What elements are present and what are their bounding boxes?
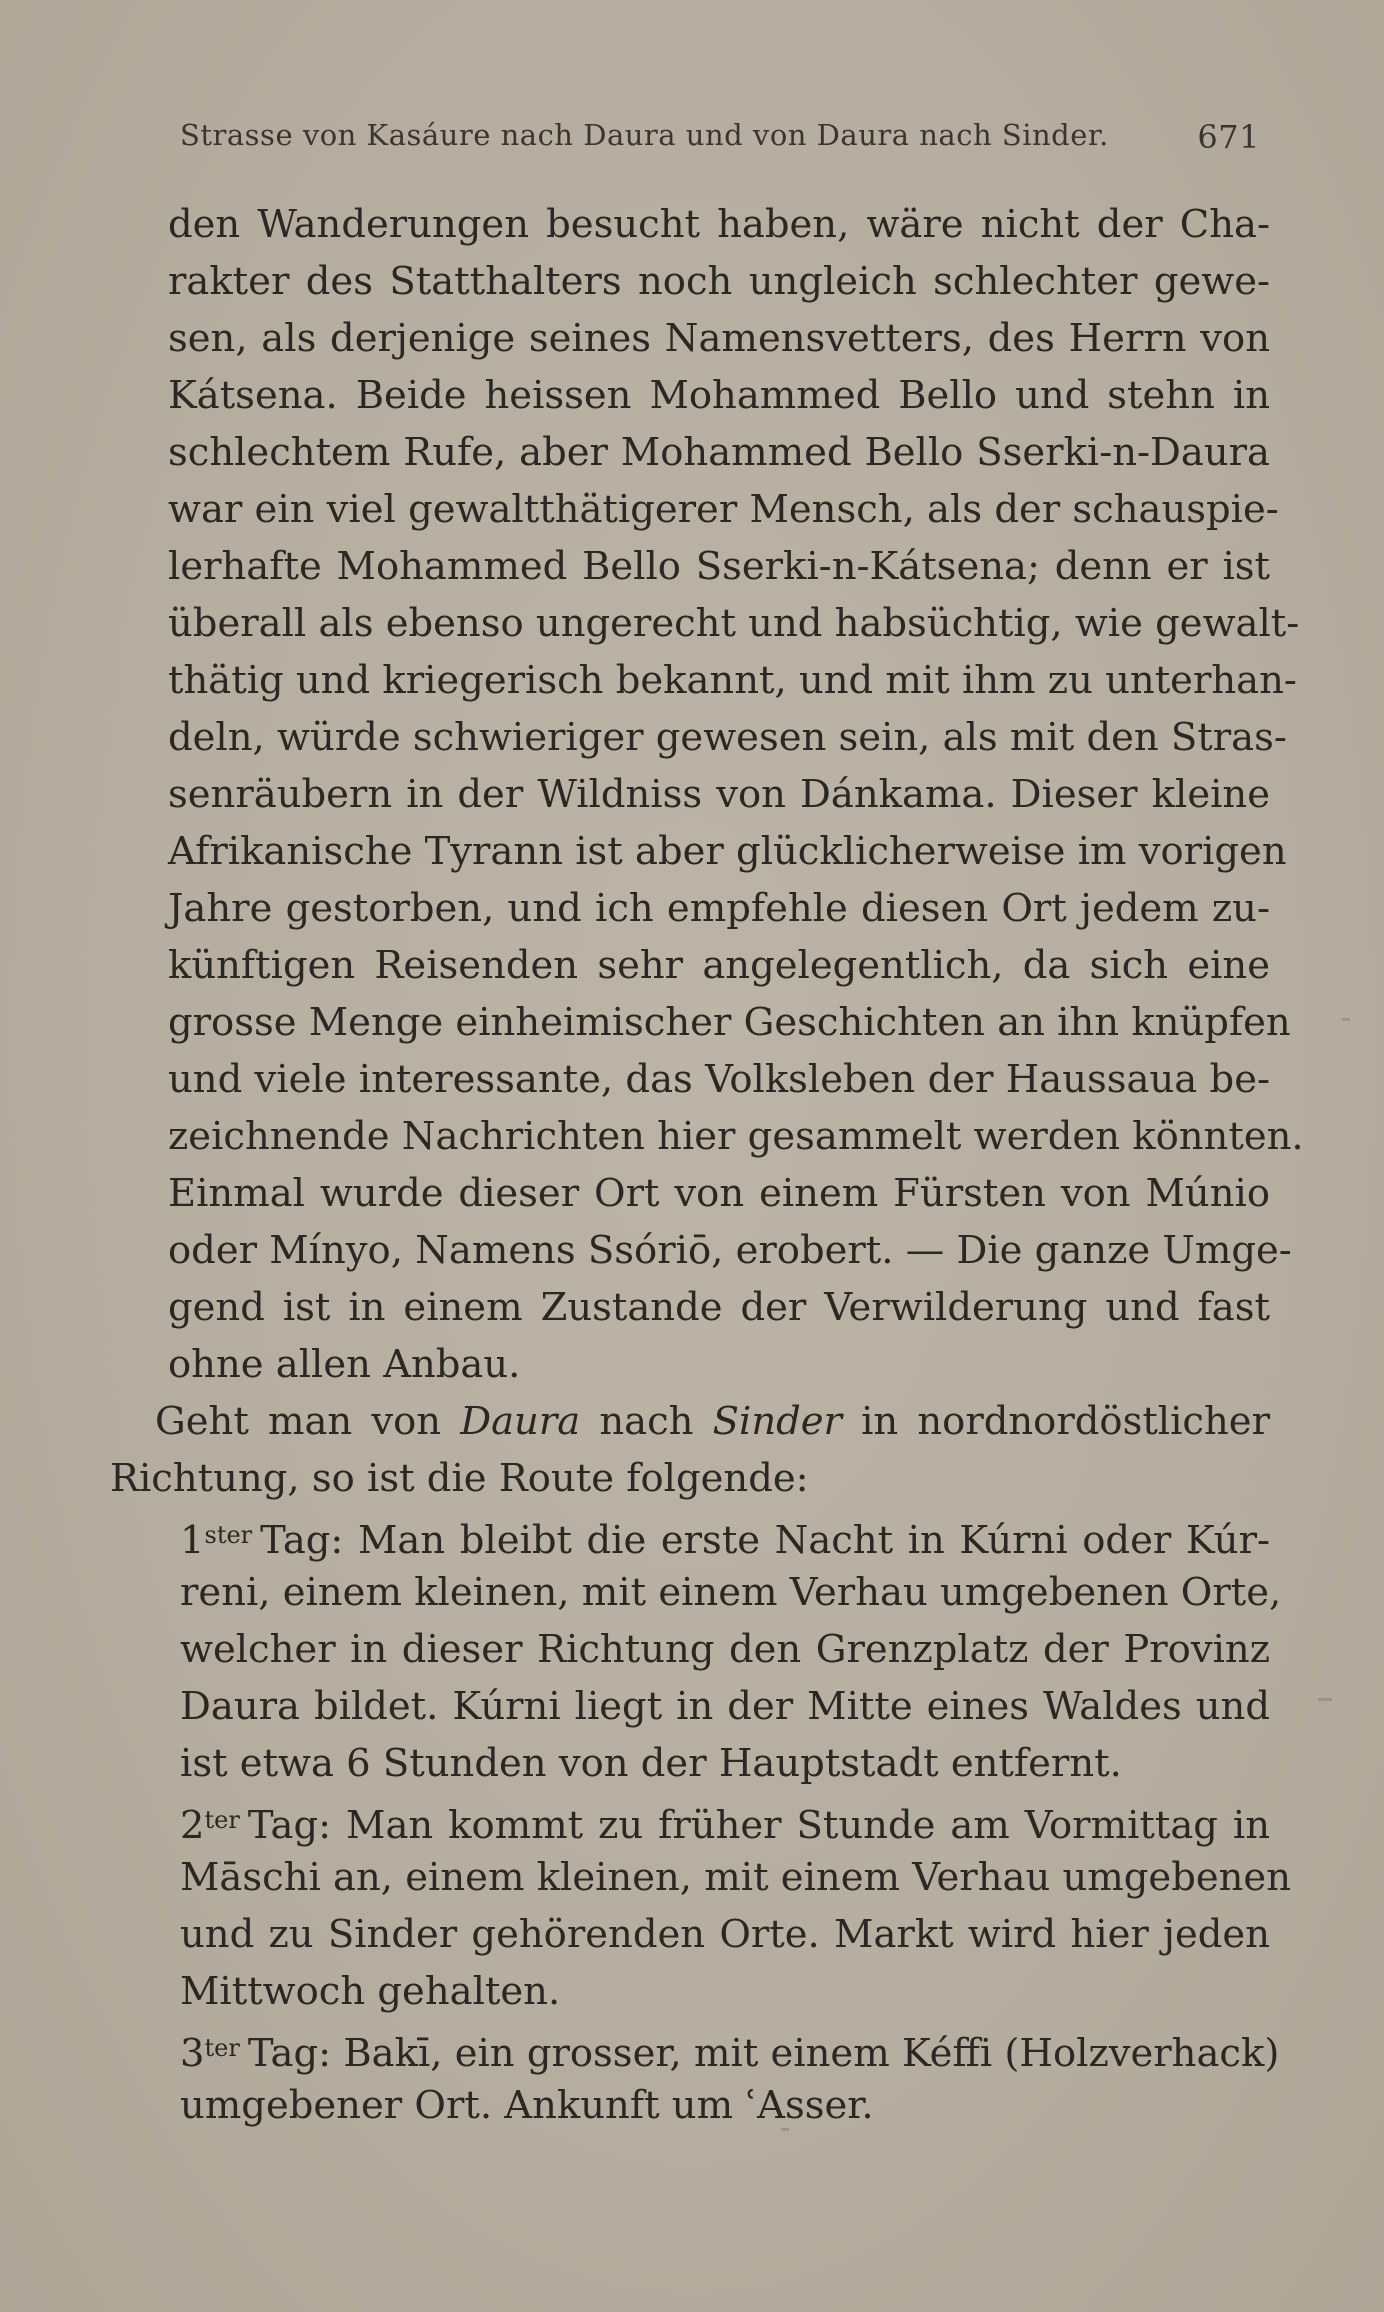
text-run: in nordnordöstlicher — [841, 1399, 1270, 1444]
text-line: reni, einem kleinen, mit einem Verhau umgebenen Orte, — [180, 1570, 1282, 1615]
text-line: Afrikanische Tyrann ist aber glücklicherweise im vorigen — [168, 829, 1287, 874]
route-item-day-3 — [110, 2020, 1280, 2077]
text-run: nach — [580, 1399, 713, 1444]
item-number-digit: 2 — [180, 1803, 205, 1848]
place-name-sinder: Sinder — [712, 1399, 842, 1444]
text-line: welcher in dieser Richtung den Grenzplatz der Provinz — [180, 1627, 1270, 1672]
text-line: rakter des Statthalters noch ungleich schlechter gewe- — [168, 259, 1270, 304]
text-line: oder Mínyo, Namens Ssóriō, erobert. — Die ganze Umge- — [168, 1228, 1292, 1273]
text-line: grosse Menge einheimischer Geschichten an ihn knüpfen — [168, 1000, 1291, 1045]
scan-speck — [781, 2128, 789, 2131]
item-number — [180, 1792, 248, 1854]
scan-speck — [1318, 1698, 1332, 1701]
text-line: senräubern in der Wildniss von Dánkama. Dieser kleine — [168, 772, 1270, 817]
text-line: deln, würde schwieriger gewesen sein, als mit den Stras- — [168, 715, 1287, 760]
text-line: ohne allen Anbau. — [168, 1342, 521, 1387]
text-line: überall als ebenso ungerecht und habsüchtig, wie gewalt- — [168, 601, 1300, 646]
text-line: den Wanderungen besucht haben, wäre nicht der Cha- — [168, 202, 1270, 247]
text-line: lerhafte Mohammed Bello Sserki-n-Kátsena; denn er ist — [168, 544, 1270, 589]
text-line: Jahre gestorben, und ich empfehle diesen Ort jedem zu- — [168, 886, 1270, 931]
text-line: ist etwa 6 Stunden von der Hauptstadt entfernt. — [180, 1741, 1122, 1786]
text-line: thätig und kriegerisch bekannt, und mit ihm zu unterhan- — [168, 658, 1297, 703]
text-line: Kátsena. Beide heissen Mohammed Bello und stehn in — [168, 373, 1270, 418]
paragraph-line — [110, 1393, 1270, 1450]
place-name-daura: Daura — [460, 1399, 581, 1444]
text-line: Daura bildet. Kúrni liegt in der Mitte eines Waldes und — [180, 1684, 1270, 1729]
route-item-day-1 — [110, 1507, 1270, 1564]
scan-speck — [1342, 1018, 1350, 1021]
page-number: 671 — [1197, 118, 1260, 156]
text-line: künftigen Reisenden sehr angelegentlich, da sich eine — [168, 943, 1270, 988]
item-number-suffix: ter — [204, 1806, 240, 1834]
text-line: war ein viel gewaltthätigerer Mensch, als der schauspie- — [168, 487, 1279, 532]
text-run: Tag: Man bleibt die erste Nacht in Kúrni oder Kúr- — [260, 1518, 1270, 1563]
text-line: Richtung, so ist die Route folgende: — [110, 1456, 809, 1501]
item-number-digit: 1 — [180, 1518, 205, 1563]
item-number-suffix: ster — [204, 1521, 253, 1549]
running-title: Strasse von Kasáure nach Daura und von Daura nach Sinder. — [180, 118, 1109, 152]
text-line: Māschi an, einem kleinen, mit einem Verhau umgebenen — [180, 1855, 1292, 1900]
body-text — [110, 196, 1304, 2134]
text-run: Tag: Man kommt zu früher Stunde am Vormittag in — [247, 1803, 1270, 1848]
text-run: Tag: Bakī, ein grosser, mit einem Kéffi (Holzverhack) — [247, 2031, 1280, 2076]
text-line: umgebener Ort. Ankunft um ʿAsser. — [180, 2083, 874, 2128]
route-item-day-2 — [110, 1792, 1270, 1849]
item-number — [180, 1507, 260, 1569]
text-run: Geht man von — [155, 1399, 461, 1444]
text-line: sen, als derjenige seines Namensvetters, des Herrn von — [168, 316, 1270, 361]
item-number-digit: 3 — [180, 2031, 205, 2076]
item-number-suffix: ter — [204, 2034, 240, 2062]
text-line: schlechtem Rufe, aber Mohammed Bello Sserki-n-Daura — [168, 430, 1270, 475]
item-number — [180, 2020, 248, 2082]
text-line: und viele interessante, das Volksleben der Haussaua be- — [168, 1057, 1270, 1102]
text-line: Mittwoch gehalten. — [180, 1969, 561, 2014]
text-line: zeichnende Nachrichten hier gesammelt werden könnten. — [168, 1114, 1304, 1159]
text-line: und zu Sinder gehörenden Orte. Markt wird hier jeden — [180, 1912, 1270, 1957]
text-line: Einmal wurde dieser Ort von einem Fürsten von Múnio — [168, 1171, 1270, 1216]
running-head — [180, 118, 1260, 162]
text-line: gend ist in einem Zustande der Verwilderung und fast — [168, 1285, 1270, 1330]
